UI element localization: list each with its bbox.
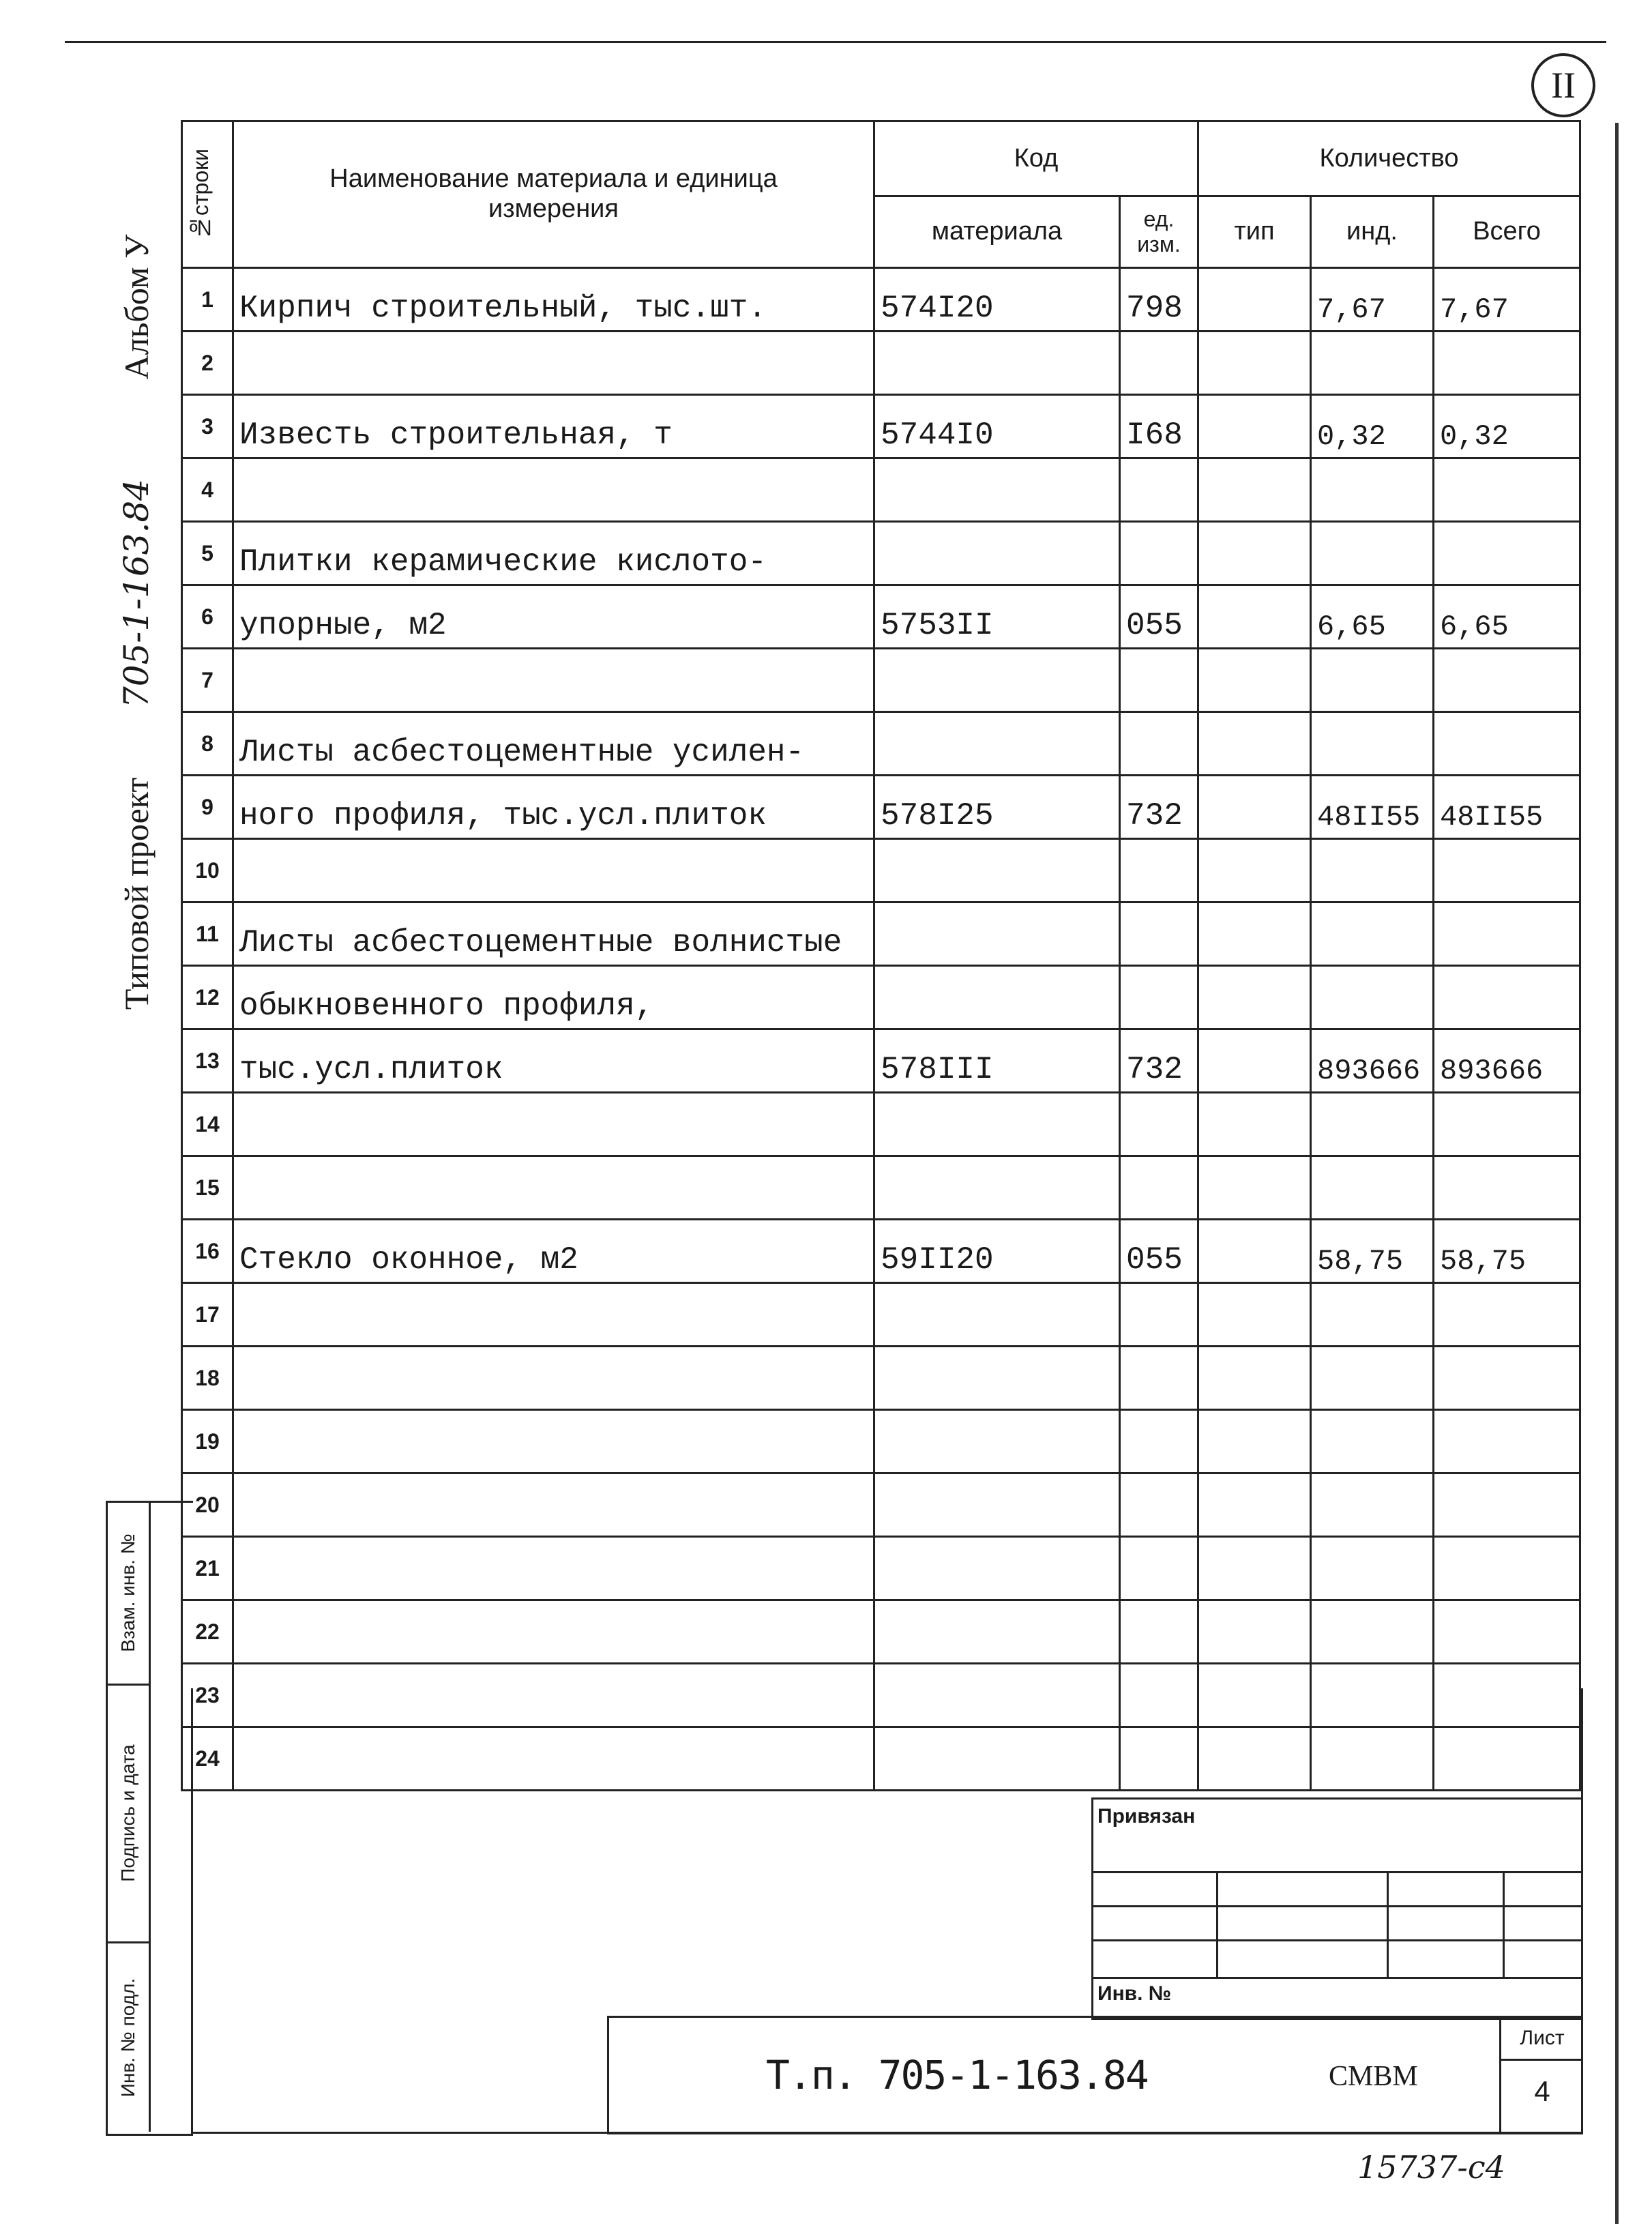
cell-total [1434,1347,1580,1410]
table-row [182,902,1580,966]
cell-n: 20 [182,1473,233,1537]
cell-unit [1120,902,1198,966]
table-row [182,1029,1580,1093]
table-row [182,1600,1580,1664]
cell-type [1198,1156,1311,1220]
cell-n: 8 [182,712,233,776]
table-row [182,839,1580,902]
cell-total [1434,1537,1580,1600]
cell-name [233,332,874,395]
cell-code [874,1283,1120,1347]
cell-type [1198,1029,1311,1093]
cell-name [233,1537,874,1600]
cell-ind: 7,67 [1311,268,1434,332]
cell-ind [1311,522,1434,585]
total-header: Всего [1434,196,1580,268]
sheet-number: 4 [1534,2075,1550,2107]
cell-name: тыс.усл.плиток [233,1029,874,1093]
cell-unit: I68 [1120,395,1198,458]
cell-type [1198,839,1311,902]
cell-ind [1311,1347,1434,1410]
cell-ind [1311,1410,1434,1473]
bound-stamp [1091,1797,1583,2020]
cell-ind [1311,839,1434,902]
cell-unit [1120,1093,1198,1156]
cell-code: 578III [874,1029,1120,1093]
cell-ind: 58,75 [1311,1220,1434,1283]
doc-code: Т.п. 705-1-163.84 [766,2052,1148,2098]
inv-no-label: Инв. № [1097,1982,1172,2005]
cell-n: 18 [182,1347,233,1410]
table-row [182,712,1580,776]
archive-number: 15737-с4 [1357,2149,1505,2186]
cell-code: 5744I0 [874,395,1120,458]
cell-n: 14 [182,1093,233,1156]
cell-ind: 893666 [1311,1029,1434,1093]
cell-type [1198,1283,1311,1347]
cell-name [233,649,874,712]
cell-name [233,1600,874,1664]
cell-ind [1311,712,1434,776]
signature-date-label: Подпись и дата [117,1744,138,1882]
cell-name [233,839,874,902]
cell-code [874,839,1120,902]
project-number-label: 705-1-163.84 [117,479,156,708]
cell-type [1198,1093,1311,1156]
table-row [182,1283,1580,1347]
cell-unit [1120,1600,1198,1664]
cell-unit: 732 [1120,776,1198,839]
right-border-line [1615,123,1619,2224]
cell-code: 5753II [874,585,1120,649]
table-row [182,649,1580,712]
table-row [182,1473,1580,1537]
material-code-header: материала [874,196,1120,268]
cell-type [1198,1600,1311,1664]
cell-code [874,458,1120,522]
cell-unit: 732 [1120,1029,1198,1093]
cell-type [1198,1347,1311,1410]
cell-unit: 055 [1120,585,1198,649]
cell-total: 893666 [1434,1029,1580,1093]
cell-total [1434,1600,1580,1664]
cell-total [1434,1093,1580,1156]
cell-ind [1311,1473,1434,1537]
cell-code [874,332,1120,395]
section-code: СМВМ [1329,2061,1418,2092]
cell-n: 11 [182,902,233,966]
cell-unit [1120,712,1198,776]
cell-name [233,1156,874,1220]
materials-table [181,120,1581,1791]
cell-n: 7 [182,649,233,712]
table-row [182,268,1580,332]
table-row [182,1410,1580,1473]
cell-ind [1311,1537,1434,1600]
left-stamp [106,1501,193,2136]
cell-total: 48II55 [1434,776,1580,839]
cell-unit [1120,966,1198,1029]
table-row [182,585,1580,649]
cell-unit [1120,839,1198,902]
cell-total [1434,1156,1580,1220]
cell-unit [1120,458,1198,522]
cell-unit: 055 [1120,1220,1198,1283]
cell-code [874,902,1120,966]
cell-name [233,1410,874,1473]
cell-n: 3 [182,395,233,458]
cell-ind [1311,1283,1434,1347]
cell-ind [1311,966,1434,1029]
name-header: Наименование материала и единица измерения [233,121,874,268]
cell-code [874,1347,1120,1410]
cell-n: 21 [182,1537,233,1600]
cell-name: Плитки керамические кислото- [233,522,874,585]
cell-total [1434,1473,1580,1537]
cell-unit [1120,522,1198,585]
cell-name [233,1473,874,1537]
cell-ind [1311,1600,1434,1664]
code-header: Код [874,121,1198,196]
cell-total [1434,839,1580,902]
cell-name [233,1093,874,1156]
cell-total: 6,65 [1434,585,1580,649]
cell-code [874,1600,1120,1664]
cell-code [874,1156,1120,1220]
cell-n: 4 [182,458,233,522]
cell-name: Известь строительная, т [233,395,874,458]
cell-type [1198,1410,1311,1473]
cell-unit [1120,1347,1198,1410]
cell-type [1198,458,1311,522]
cell-type [1198,1220,1311,1283]
cell-total [1434,458,1580,522]
cell-unit [1120,1283,1198,1347]
cell-total [1434,1283,1580,1347]
cell-total [1434,902,1580,966]
replace-inv-label: Взам. инв. № [117,1533,138,1652]
cell-ind [1311,332,1434,395]
cell-code [874,1410,1120,1473]
tied-label: Привязан [1097,1805,1196,1827]
cell-n: 22 [182,1600,233,1664]
cell-n: 10 [182,839,233,902]
cell-name: Листы асбестоцементные усилен- [233,712,874,776]
cell-n: 19 [182,1410,233,1473]
cell-ind [1311,902,1434,966]
cell-total: 7,67 [1434,268,1580,332]
cell-n: 2 [182,332,233,395]
typical-project-label: Типовой проект [117,777,156,1010]
cell-code: 578I25 [874,776,1120,839]
cell-unit [1120,649,1198,712]
cell-n: 24 [182,1727,233,1791]
unit-header: ед. изм. [1120,196,1198,268]
cell-n: 23 [182,1664,233,1727]
cell-type [1198,332,1311,395]
cell-type [1198,776,1311,839]
cell-code [874,1537,1120,1600]
top-border-line [65,41,1606,43]
cell-name [233,1347,874,1410]
cell-total: 58,75 [1434,1220,1580,1283]
cell-n: 9 [182,776,233,839]
cell-name: обыкновенного профиля, [233,966,874,1029]
table-row [182,395,1580,458]
cell-n: 17 [182,1283,233,1347]
cell-type [1198,902,1311,966]
cell-unit [1120,1473,1198,1537]
sheet-marker: II [1531,53,1595,117]
ind-header: инд. [1311,196,1434,268]
cell-type [1198,712,1311,776]
table-row [182,1220,1580,1283]
cell-code [874,1093,1120,1156]
cell-code: 574I20 [874,268,1120,332]
cell-type [1198,395,1311,458]
cell-ind [1311,1156,1434,1220]
table-row [182,966,1580,1029]
cell-n: 13 [182,1029,233,1093]
cell-total [1434,966,1580,1029]
cell-n: 16 [182,1220,233,1283]
cell-n: 6 [182,585,233,649]
cell-code [874,649,1120,712]
cell-code [874,966,1120,1029]
cell-total [1434,332,1580,395]
cell-name: ного профиля, тыс.усл.плиток [233,776,874,839]
cell-type [1198,966,1311,1029]
sheet-label: Лист [1501,2018,1583,2061]
cell-ind [1311,649,1434,712]
cell-ind [1311,1093,1434,1156]
cell-name: Листы асбестоцементные волнистые [233,902,874,966]
cell-type [1198,268,1311,332]
cell-name: Стекло оконное, м2 [233,1220,874,1283]
cell-n: 15 [182,1156,233,1220]
cell-type [1198,649,1311,712]
cell-name: Кирпич строительный, тыс.шт. [233,268,874,332]
cell-n: 1 [182,268,233,332]
cell-code [874,712,1120,776]
cell-type [1198,522,1311,585]
cell-ind: 6,65 [1311,585,1434,649]
cell-total [1434,1410,1580,1473]
cell-type [1198,585,1311,649]
cell-name [233,458,874,522]
cell-total [1434,522,1580,585]
cell-ind: 0,32 [1311,395,1434,458]
table-row [182,522,1580,585]
cell-unit [1120,1156,1198,1220]
cell-ind [1311,458,1434,522]
cell-unit [1120,1537,1198,1600]
orig-inv-label: Инв. № подл. [117,1978,138,2098]
cell-unit [1120,1410,1198,1473]
type-header: тип [1198,196,1311,268]
cell-total [1434,649,1580,712]
table-row [182,458,1580,522]
table-row [182,332,1580,395]
cell-name [233,1283,874,1347]
cell-total: 0,32 [1434,395,1580,458]
cell-code: 59II20 [874,1220,1120,1283]
row-number-header: №строки [182,121,233,268]
cell-code [874,522,1120,585]
table-row [182,1537,1580,1600]
cell-type [1198,1537,1311,1600]
cell-name: упорные, м2 [233,585,874,649]
table-row [182,1156,1580,1220]
cell-total [1434,712,1580,776]
table-row [182,1347,1580,1410]
cell-type [1198,1473,1311,1537]
album-label: Альбом У [117,234,156,380]
cell-n: 12 [182,966,233,1029]
quantity-header: Количество [1198,121,1580,196]
table-row [182,776,1580,839]
cell-code [874,1473,1120,1537]
table-row [182,1093,1580,1156]
cell-ind: 48II55 [1311,776,1434,839]
title-block [607,2016,1583,2134]
cell-unit [1120,332,1198,395]
cell-n: 5 [182,522,233,585]
cell-unit: 798 [1120,268,1198,332]
